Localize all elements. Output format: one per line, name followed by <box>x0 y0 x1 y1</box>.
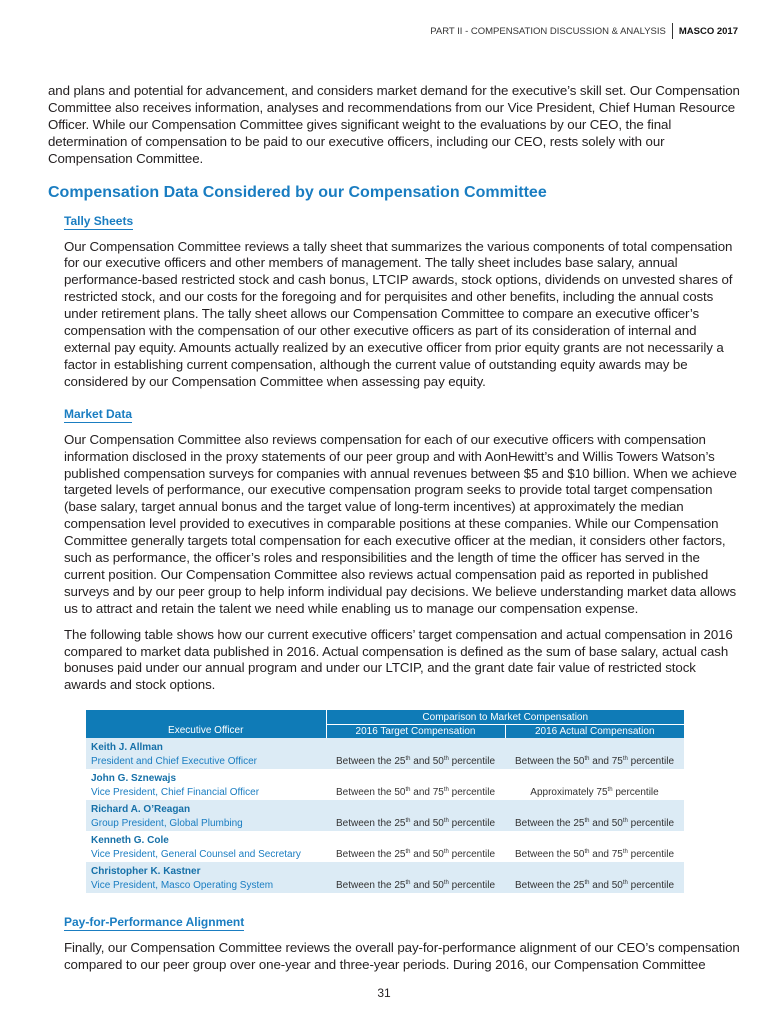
officer-cell <box>86 800 326 831</box>
col-target: 2016 Target Compensation <box>326 724 505 738</box>
brand-label: MASCO 2017 <box>678 25 738 37</box>
actual-cell: Between the 25th and 50th percentile <box>505 800 684 831</box>
intro-paragraph: and plans and potential for advancement, and considers market demand for the executive’s skill set. Our Compensation Committee also receives information, analyses and recommendations from our Vice President, Chief Human Resource Officer. While our Compensation Committee gives significant weight to the evaluations by our CEO, the final determination of compensation to be paid to our executive officers, including our CEO, rests solely with our Compensation Committee. <box>48 83 740 166</box>
actual-cell: Between the 25th and 50th percentile <box>505 862 684 893</box>
officer-title: Group President, Global Plumbing <box>91 818 243 830</box>
target-cell: Between the 25th and 50th percentile <box>326 800 505 831</box>
officer-name: Christopher K. Kastner <box>91 866 201 878</box>
officer-cell <box>86 769 326 800</box>
target-cell: Between the 50th and 75th percentile <box>335 787 496 799</box>
pay-for-performance-section <box>64 913 740 974</box>
table-row <box>86 862 684 893</box>
table-row <box>86 769 684 800</box>
section-label: PART II - COMPENSATION DISCUSSION & ANALYSIS <box>430 25 666 37</box>
target-cell: Between the 25th and 50th percentile <box>326 738 505 769</box>
target-cell: Between the 25th and 50th percentile <box>335 849 496 861</box>
page-number: 31 <box>377 986 391 1001</box>
market-data-title: Market Data <box>64 406 133 421</box>
table-row <box>86 738 684 769</box>
officer-cell <box>86 862 326 893</box>
col-group-comparison: Comparison to Market Compensation <box>326 710 684 724</box>
officer-title: Vice President, Chief Financial Officer <box>91 787 260 799</box>
table-row <box>86 831 684 862</box>
officer-title: Vice President, General Counsel and Secretary <box>91 849 301 861</box>
officer-title: Vice President, Masco Operating System <box>91 880 274 892</box>
col-actual: 2016 Actual Compensation <box>505 724 684 738</box>
officer-cell <box>86 738 326 769</box>
officer-name: Keith J. Allman <box>91 742 163 754</box>
market-data-text: Our Compensation Committee also reviews compensation for each of our executive officers with compensation information disclosed in the proxy statements of our peer group and with AonHewitt’s and Willis Towers Watson’s published compensation surveys for companies with annual revenues between $5 and $10 billion. When we achieve targeted levels of performance, our executive compensation program seeks to provide total target compensation (base salary, target annual bonus and the target value of long-term incentives) at approximately the median compensation level provided to executives in comparable positions at these companies. While our Compensation Committee generally targets total compensation for each executive officer at the median, it considers other factors, such as performance, the officer’s roles and responsibilities and the length of time the officer has served in the current position. Our Compensation Committee also reviews actual compensation paid as reported in published surveys and by our peer group to help inform individual pay decisions. We believe understanding market data allows us to attract and retain the talent we need while enabling us to manage our compensation expense. <box>64 431 737 616</box>
target-cell: Between the 25th and 50th percentile <box>326 862 505 893</box>
market-data-text-2: The following table shows how our current executive officers’ target compensation and actual compensation in 2016 compared to market data published in 2016. Actual compensation is defined as the sum of base salary, actual cash bonuses paid under our annual program and under our LTCIP, and the grant date fair value of restricted stock awards and stock options. <box>64 626 733 693</box>
table-row <box>86 800 684 831</box>
running-header <box>430 23 738 39</box>
officer-cell <box>86 831 326 862</box>
header-divider <box>672 23 673 39</box>
market-comparison-table <box>86 710 684 893</box>
officer-title: President and Chief Executive Officer <box>91 756 258 768</box>
col-executive-officer: Executive Officer <box>86 710 326 738</box>
pay-for-performance-text: Finally, our Compensation Committee reviews the overall pay-for-performance alignment of our CEO’s compensation compared to our peer group over one-year and three-year periods. During 2016, our Compensation Committee <box>64 940 740 973</box>
officer-name: Kenneth G. Cole <box>91 835 169 847</box>
tally-sheets-section <box>64 212 740 391</box>
tally-sheets-title: Tally Sheets <box>64 213 134 228</box>
tally-sheets-text: Our Compensation Committee reviews a tally sheet that summarizes the various components of total compensation for our executive officers and other members of management. The tally sheet includes base salary, annual performance-based restricted stock and cash bonus, LTCIP awards, stock options, dividends on unvested shares of restricted stock, and our costs for the foregoing and for perquisites and other benefits, including the annual costs under retirement plans. The tally sheet allows our Compensation Committee to compare an executive officer’s compensation with the compensation of our other executive officers as part of its consideration of internal and external pay equity. Amounts actually realized by an executive officer from prior equity grants are not necessarily a factor in establishing current compensation, although the current value of outstanding equity awards may be considered by our Compensation Committee when assessing pay equity. <box>64 238 733 389</box>
market-data-section <box>64 405 740 695</box>
officer-name: Richard A. O’Reagan <box>91 804 191 816</box>
section-heading: Compensation Data Considered by our Compensation Committee <box>48 183 547 201</box>
officer-name: John G. Sznewajs <box>91 773 177 785</box>
pay-for-performance-title: Pay-for-Performance Alignment <box>64 915 245 930</box>
actual-cell: Approximately 75th percentile <box>530 787 659 799</box>
actual-cell: Between the 50th and 75th percentile <box>505 738 684 769</box>
actual-cell: Between the 50th and 75th percentile <box>514 849 675 861</box>
